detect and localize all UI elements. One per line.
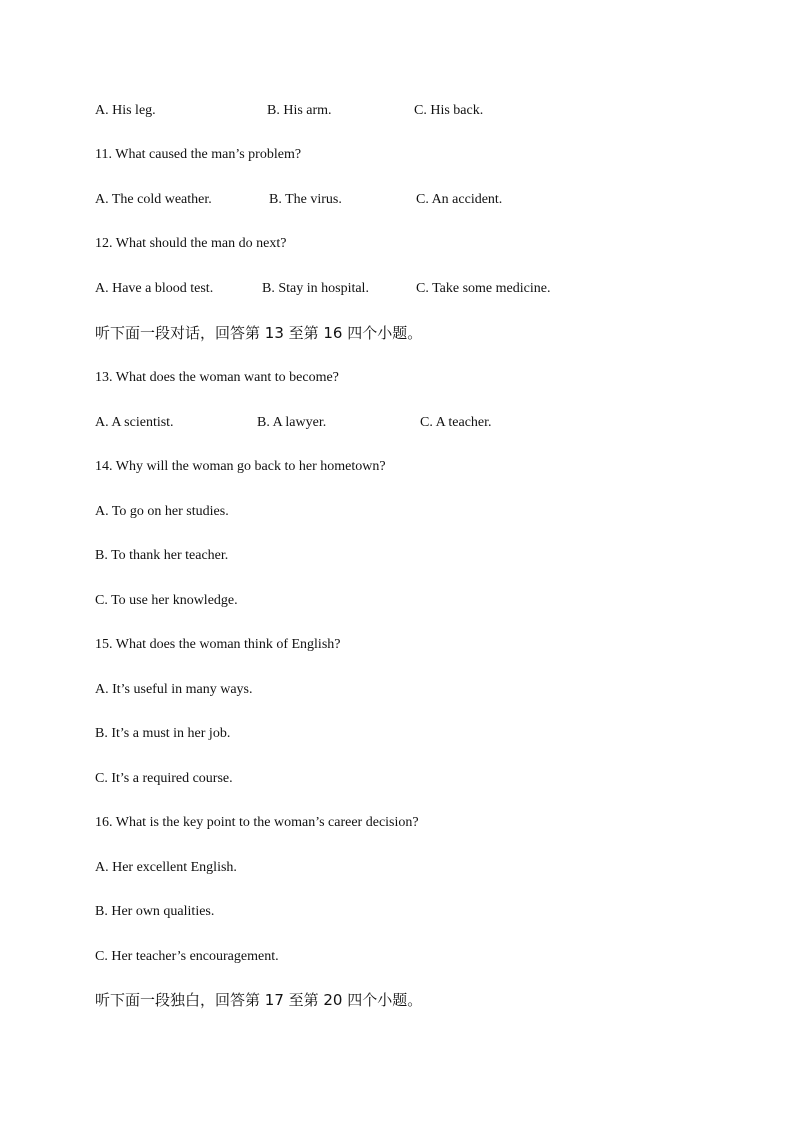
q15-option-b: B. It’s a must in her job.	[95, 726, 231, 741]
q15-option-c: C. It’s a required course.	[95, 771, 233, 786]
q11-option-c: C. An accident.	[416, 192, 503, 207]
q14-option-c: C. To use her knowledge.	[95, 593, 238, 608]
q12-option-c: C. Take some medicine.	[416, 281, 551, 296]
q14-question: 14. Why will the woman go back to her hometown?	[95, 459, 386, 474]
q14-option-a: A. To go on her studies.	[95, 504, 229, 519]
q10-option-b: B. His arm.	[267, 103, 332, 118]
q10-option-a: A. His leg.	[95, 103, 156, 118]
q12-option-b: B. Stay in hospital.	[262, 281, 369, 296]
q15-question: 15. What does the woman think of English?	[95, 637, 341, 652]
q10-option-c: C. His back.	[414, 103, 484, 118]
q13-option-a: A. A scientist.	[95, 415, 174, 430]
q14-option-b: B. To thank her teacher.	[95, 548, 229, 563]
q13-question: 13. What does the woman want to become?	[95, 370, 339, 385]
q16-option-b: B. Her own qualities.	[95, 904, 215, 919]
q16-option-a: A. Her excellent English.	[95, 860, 237, 875]
q15-option-a: A. It’s useful in many ways.	[95, 682, 253, 697]
section-heading-17-20: 听下面一段独白，回答第 17 至第 20 四个小题。	[95, 991, 423, 1009]
q16-option-c: C. Her teacher’s encouragement.	[95, 949, 279, 964]
q11-option-b: B. The virus.	[269, 192, 342, 207]
q11-option-a: A. The cold weather.	[95, 192, 212, 207]
q11-question: 11. What caused the man’s problem?	[95, 147, 302, 162]
q13-option-c: C. A teacher.	[420, 415, 492, 430]
q13-option-b: B. A lawyer.	[257, 415, 327, 430]
q16-question: 16. What is the key point to the woman’s career decision?	[95, 815, 419, 830]
section-heading-13-16: 听下面一段对话，回答第 13 至第 16 四个小题。	[95, 324, 423, 342]
q12-option-a: A. Have a blood test.	[95, 281, 214, 296]
q12-question: 12. What should the man do next?	[95, 236, 287, 251]
